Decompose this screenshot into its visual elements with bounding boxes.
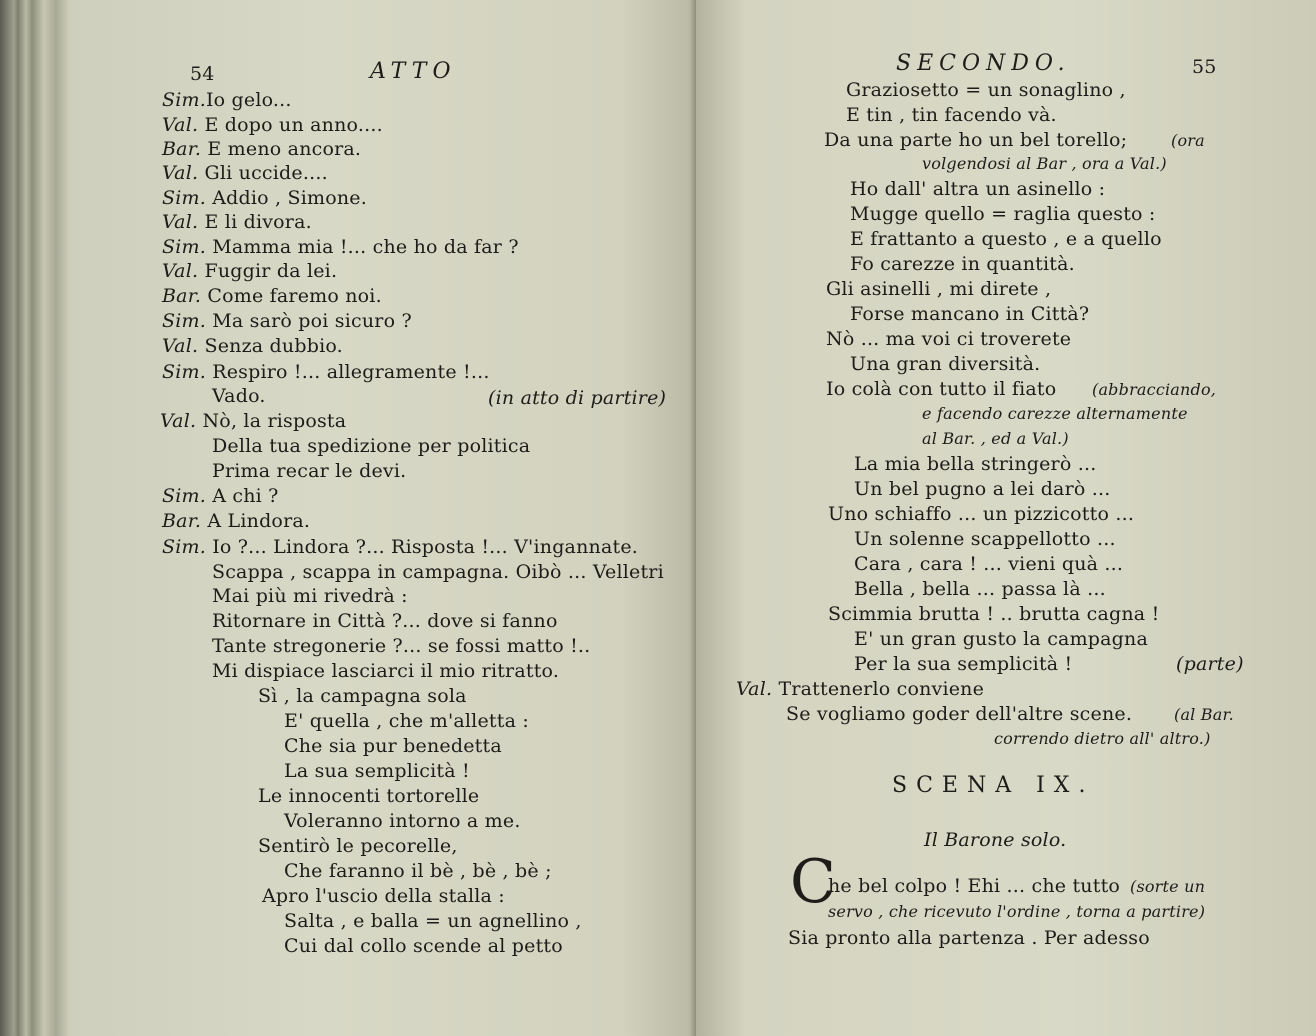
- scene-heading: SCENA IX.: [892, 773, 1095, 798]
- verse-line: [262, 884, 505, 908]
- stage-direction: (in atto di partire): [488, 387, 667, 409]
- line-text: Come faremo noi.: [207, 285, 382, 307]
- line-text: Trattenerlo conviene: [778, 678, 985, 700]
- line-text: Respiro !... allegramente !...: [212, 361, 490, 383]
- line-text: Mamma mia !... che ho da far ?: [212, 236, 519, 258]
- line-text: Sentirò le pecorelle,: [258, 835, 458, 857]
- line-text: Tante stregonerie ?... se fossi matto !..: [212, 635, 591, 657]
- stage-direction: (sorte un: [1130, 877, 1206, 896]
- line-text: A Lindora.: [207, 510, 311, 532]
- speaker: Sim.: [162, 89, 206, 111]
- line-text: Mai più mi rivedrà :: [212, 585, 408, 607]
- line-text: Ritornare in Città ?... dove si fanno: [212, 610, 558, 632]
- verse-line: [212, 384, 266, 408]
- verse-line: Io colà con tutto il fiato: [826, 378, 1057, 400]
- verse-line: [284, 709, 529, 733]
- page-number: 55: [1192, 56, 1217, 78]
- verse-line: [162, 484, 279, 508]
- speaker: Val.: [162, 260, 199, 282]
- verse-line: he bel colpo ! Ehi ... che tutto: [828, 875, 1121, 897]
- verse-line: Nò ... ma voi ci troverete: [826, 328, 1072, 350]
- verse-line: [212, 434, 530, 458]
- verse-line: [284, 909, 582, 933]
- verse-line: [162, 161, 328, 185]
- verse-line: [162, 259, 337, 283]
- line-text: Addio , Simone.: [212, 187, 367, 209]
- verse-line: [284, 809, 521, 833]
- verse-line: [162, 535, 638, 559]
- verse-line: [284, 934, 563, 958]
- line-text: Io gelo...: [205, 89, 292, 111]
- verse-line: [284, 734, 502, 758]
- stage-direction: (abbracciando,: [1092, 380, 1217, 399]
- speaker: Bar.: [162, 138, 202, 160]
- line-text: Senza dubbio.: [204, 335, 343, 357]
- speaker: Val.: [162, 335, 199, 357]
- verse-line: [212, 634, 590, 658]
- verse-line: Graziosetto = un sonaglino ,: [846, 79, 1126, 101]
- line-text: Che sia pur benedetta: [284, 735, 502, 757]
- running-head: SECONDO.: [896, 51, 1071, 76]
- verse-line: [162, 309, 412, 333]
- line-text: Vado.: [212, 385, 266, 407]
- line-text: Cui dal collo scende al petto: [284, 935, 563, 957]
- verse-line: Mugge quello = raglia questo :: [850, 203, 1156, 225]
- verse-line: E' un gran gusto la campagna: [854, 628, 1149, 650]
- verse-line: [212, 584, 408, 608]
- verse-line: Ho dall' altra un asinello :: [850, 178, 1106, 200]
- line-text: Io ?... Lindora ?... Risposta !... V'ingannate.: [212, 536, 639, 558]
- line-text: E dopo un anno....: [204, 114, 383, 136]
- line-text: Ma sarò poi sicuro ?: [212, 310, 412, 332]
- verse-line: [258, 834, 458, 858]
- verse-line: [258, 684, 467, 708]
- right-page: [696, 0, 1316, 1036]
- verse-line: [162, 235, 519, 259]
- verse-line: [160, 409, 346, 433]
- verse-line: Cara , cara ! ... vieni quà ...: [854, 553, 1124, 575]
- stage-direction: (parte): [1176, 653, 1244, 675]
- verse-line: Uno schiaffo ... un pizzicotto ...: [828, 503, 1135, 525]
- verse-line: La mia bella stringerò ...: [854, 453, 1097, 475]
- line-text: Fuggir da lei.: [204, 260, 338, 282]
- verse-line: E frattanto a questo , e a quello: [850, 228, 1162, 250]
- verse-line: [212, 659, 559, 683]
- speaker: Val.: [162, 162, 199, 184]
- verse-line: Fo carezze in quantità.: [850, 253, 1075, 275]
- verse-line: [284, 859, 552, 883]
- scene-subtitle: Il Barone solo.: [924, 829, 1067, 851]
- speaker: Val.: [162, 114, 199, 136]
- stage-direction: correndo dietro all' altro.): [994, 729, 1211, 748]
- line-text: Sì , la campagna sola: [258, 685, 467, 707]
- stage-direction: servo , che ricevuto l'ordine , torna a partire): [828, 902, 1206, 921]
- stage-direction: al Bar. , ed a Val.): [922, 429, 1069, 448]
- verse-line: [162, 88, 292, 112]
- speaker: Sim.: [162, 236, 206, 258]
- verse-line: [212, 560, 664, 584]
- verse-line: [162, 210, 312, 234]
- page-number: 54: [190, 63, 215, 85]
- line-text: Gli uccide....: [204, 162, 328, 184]
- line-text: Che faranno il bè , bè , bè ;: [284, 860, 552, 882]
- running-head: ATTO: [370, 59, 457, 84]
- verse-line: [162, 113, 383, 137]
- line-text: Salta , e balla = un agnellino ,: [284, 910, 582, 932]
- verse-line: [162, 334, 343, 358]
- verse-line: Da una parte ho un bel torello;: [824, 129, 1128, 151]
- verse-line: Forse mancano in Città?: [850, 303, 1090, 325]
- speaker: Val.: [736, 678, 773, 700]
- speaker: Bar.: [162, 285, 202, 307]
- verse-line: Se vogliamo goder dell'altre scene.: [786, 703, 1133, 725]
- verse-line: Gli asinelli , mi direte ,: [826, 278, 1052, 300]
- line-text: E' quella , che m'alletta :: [284, 710, 529, 732]
- line-text: Le innocenti tortorelle: [258, 785, 480, 807]
- verse-line: [736, 677, 984, 701]
- verse-line: E tin , tin facendo và.: [846, 104, 1057, 126]
- verse-line: [162, 137, 361, 161]
- page-edges: [0, 0, 70, 1036]
- speaker: Sim.: [162, 361, 206, 383]
- line-text: Nò, la risposta: [202, 410, 347, 432]
- stage-direction: (al Bar.: [1174, 705, 1234, 724]
- line-text: Prima recar le devi.: [212, 460, 407, 482]
- verse-line: [258, 784, 479, 808]
- verse-line: Un bel pugno a lei darò ...: [854, 478, 1111, 500]
- speaker: Sim.: [162, 187, 206, 209]
- stage-direction: (ora: [1171, 131, 1205, 150]
- stage-direction: e facendo carezze alternamente: [922, 404, 1188, 423]
- speaker: Sim.: [162, 310, 206, 332]
- speaker: Sim.: [162, 536, 206, 558]
- left-page: [70, 0, 696, 1036]
- verse-line: Bella , bella ... passa là ...: [854, 578, 1106, 600]
- line-text: A chi ?: [212, 485, 279, 507]
- verse-line: Un solenne scappellotto ...: [854, 528, 1116, 550]
- verse-line: Sia pronto alla partenza . Per adesso: [788, 927, 1150, 949]
- verse-line: [212, 609, 558, 633]
- line-text: Voleranno intorno a me.: [284, 810, 521, 832]
- stage-direction: volgendosi al Bar , ora a Val.): [922, 154, 1167, 173]
- verse-line: [162, 360, 490, 384]
- verse-line: Per la sua semplicità !: [854, 653, 1073, 675]
- line-text: La sua semplicità !: [284, 760, 470, 782]
- speaker: Sim.: [162, 485, 206, 507]
- speaker: Val.: [162, 211, 199, 233]
- line-text: Mi dispiace lasciarci il mio ritratto.: [212, 660, 560, 682]
- line-text: Apro l'uscio della stalla :: [262, 885, 505, 907]
- verse-line: [284, 759, 470, 783]
- verse-line: Una gran diversità.: [850, 353, 1041, 375]
- line-text: E li divora.: [204, 211, 312, 233]
- drop-cap: C: [790, 847, 836, 917]
- verse-line: Scimmia brutta ! .. brutta cagna !: [828, 603, 1160, 625]
- line-text: Scappa , scappa in campagna. Oibò ... Velletri: [212, 561, 664, 583]
- verse-line: [212, 459, 406, 483]
- verse-line: [162, 186, 367, 210]
- verse-line: [162, 509, 310, 533]
- line-text: Della tua spedizione per politica: [212, 435, 531, 457]
- verse-line: [162, 284, 382, 308]
- speaker: Bar.: [162, 510, 202, 532]
- speaker: Val.: [160, 410, 197, 432]
- line-text: E meno ancora.: [207, 138, 362, 160]
